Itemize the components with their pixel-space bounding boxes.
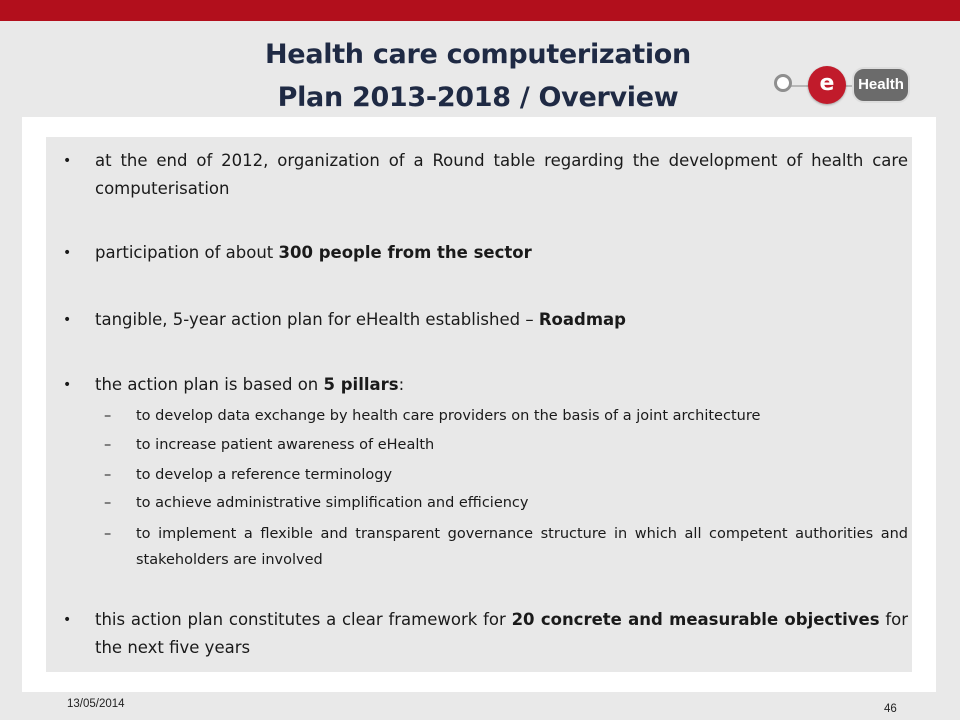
pillar-text: to achieve administrative simplification and efficiency (136, 495, 529, 511)
bold-phrase: Roadmap (538, 310, 626, 329)
bullet-participation (63, 239, 908, 267)
logo-ring-icon (774, 74, 792, 92)
bullet-icon: • (63, 153, 72, 169)
bold-phrase: 5 pillars (323, 375, 399, 394)
bullet-round-table (63, 147, 908, 203)
pillar-item (104, 521, 908, 573)
pillar-item (104, 432, 908, 458)
pillar-text: to increase patient awareness of eHealth (136, 437, 435, 453)
pillar-text: to develop a reference terminology (136, 467, 393, 483)
bullet-pillars (63, 371, 908, 399)
title-line-1: Health care computerization (265, 39, 691, 70)
dash-icon: – (104, 437, 112, 453)
bullet-icon: • (63, 245, 72, 261)
bullet-icon: • (63, 612, 72, 628)
pillar-item (104, 462, 908, 488)
pillar-item (104, 490, 908, 516)
bullet-icon: • (63, 377, 72, 393)
top-accent-bar (0, 0, 960, 21)
bullet-text: this action plan constitutes a clear framework for 20 concrete and measurable objectives for the next five years (95, 610, 909, 657)
logo-e-badge: e (808, 66, 846, 104)
bullet-text: at the end of 2012, organization of a Round table regarding the development of health care computerisation (95, 151, 908, 198)
bullet-text: participation of about 300 people from the sector (95, 243, 532, 262)
ehealth-logo (770, 62, 912, 108)
logo-health-badge: Health (852, 67, 910, 103)
bullet-text: the action plan is based on 5 pillars: (95, 375, 405, 394)
bold-phrase: 20 concrete and measurable objectives (511, 610, 880, 629)
dash-icon: – (104, 408, 112, 424)
bold-phrase: 300 people from the sector (278, 243, 532, 262)
title-line-2: Plan 2013-2018 / Overview (277, 82, 679, 113)
bullet-action-plan (63, 306, 908, 334)
pillar-text: to implement a flexible and transparent governance structure in which all competent authorities and stakeholders are involved (136, 526, 908, 568)
bullet-text: tangible, 5-year action plan for eHealth established – Roadmap (95, 310, 626, 329)
page-number: 46 (884, 703, 897, 715)
dash-icon: – (104, 526, 112, 542)
footer-date: 13/05/2014 (67, 698, 125, 710)
pillar-item (104, 403, 908, 429)
pillar-text: to develop data exchange by health care providers on the basis of a joint architecture (136, 408, 761, 424)
dash-icon: – (104, 495, 112, 511)
content-frame (22, 117, 936, 692)
dash-icon: – (104, 467, 112, 483)
content-panel (46, 137, 912, 672)
bullet-framework (63, 606, 909, 662)
bullet-icon: • (63, 312, 72, 328)
